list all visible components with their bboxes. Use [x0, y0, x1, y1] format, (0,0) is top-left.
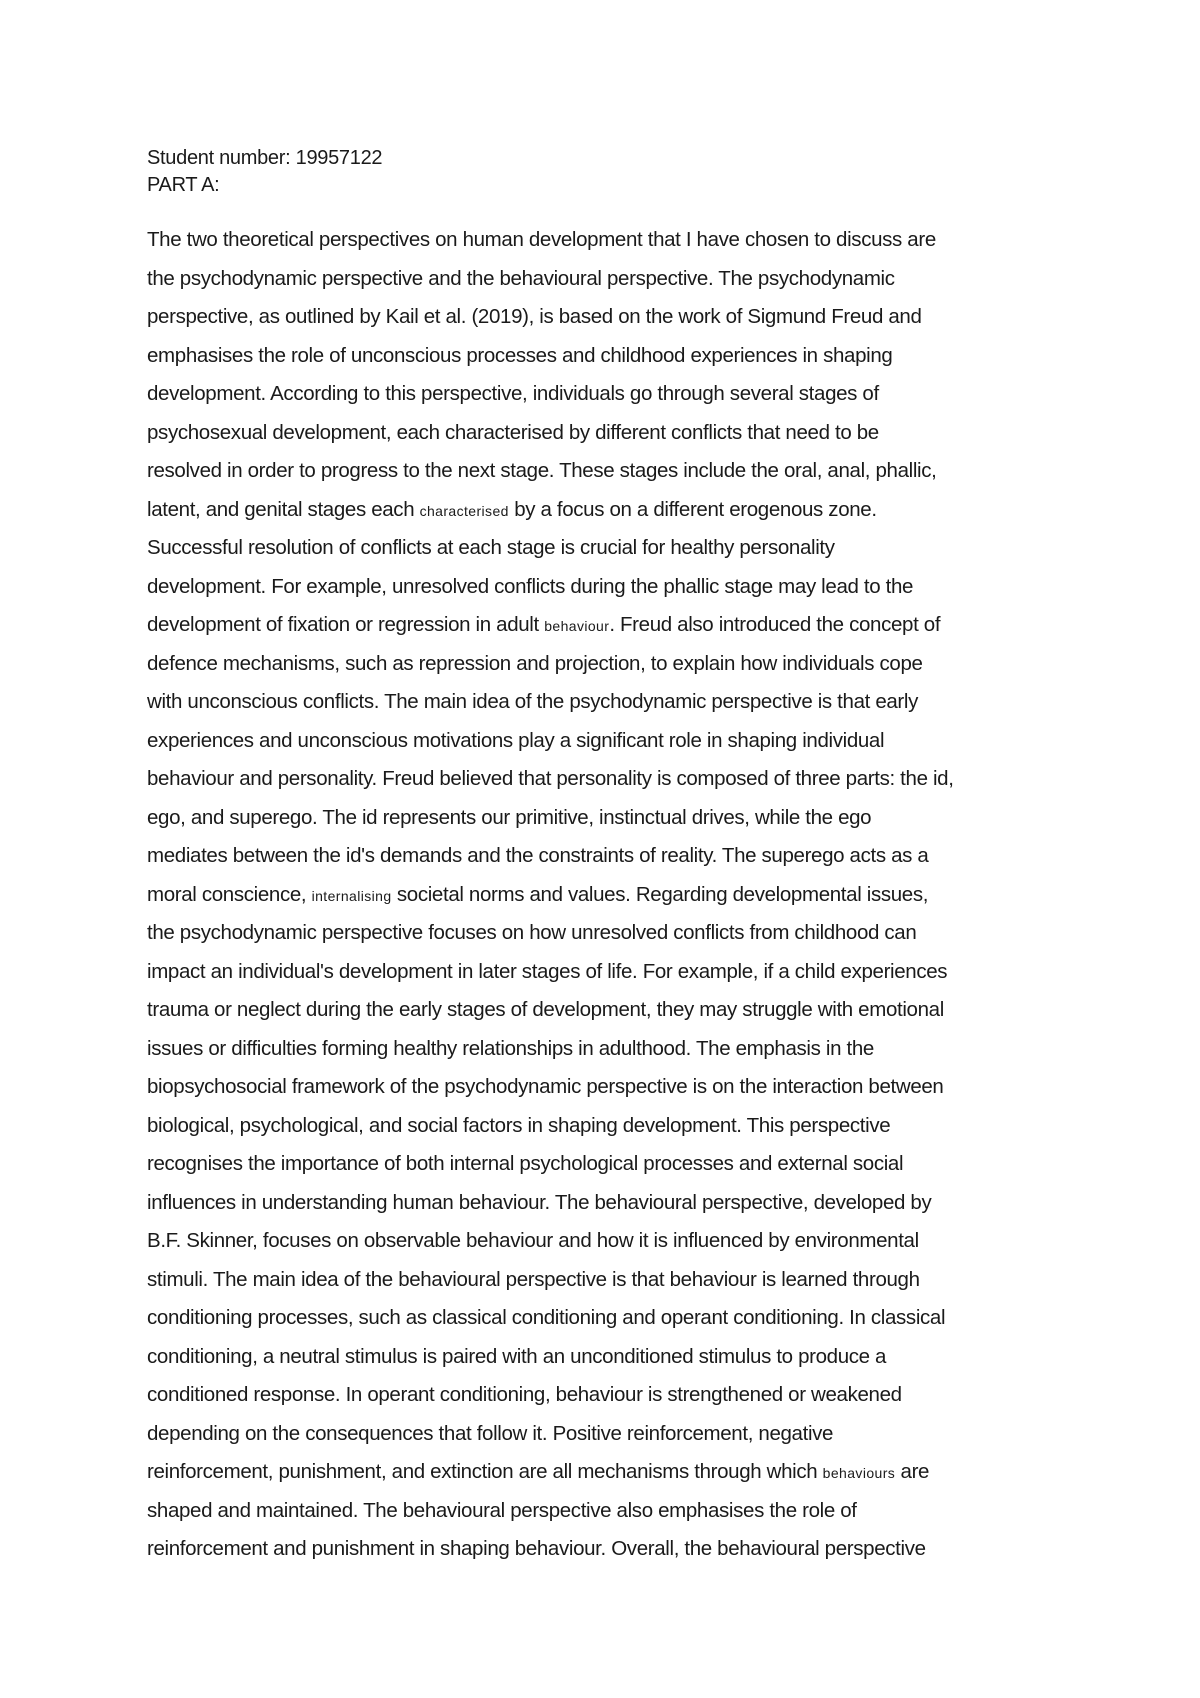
text-line: trauma or neglect during the early stages of development, they may struggle with emotional: [147, 998, 944, 1021]
small-word: characterised: [419, 502, 509, 519]
text-line: stimuli. The main idea of the behavioural perspective is that behaviour is learned through: [147, 1267, 920, 1291]
text-segment: societal norms and values. Regarding developmental issues,: [391, 882, 929, 906]
text-line: the psychodynamic perspective focuses on how unresolved conflicts from childhood can: [147, 921, 917, 944]
text-line: impact an individual's development in later stages of life. For example, if a child experiences: [147, 959, 948, 983]
text-line: development. For example, unresolved conflicts during the phallic stage may lead to the: [147, 574, 914, 598]
text-line: [147, 491, 1067, 530]
part-label: PART A:: [147, 174, 220, 196]
text-line: [147, 876, 1067, 915]
text-line: perspective, as outlined by Kail et al. (2019), is based on the work of Sigmund Freud and: [147, 305, 922, 328]
text-line: the psychodynamic perspective and the behavioural perspective. The psychodynamic: [147, 266, 895, 290]
text-segment: reinforcement, punishment, and extinction are all mechanisms through which: [147, 1460, 823, 1483]
text-line: biological, psychological, and social factors in shaping development. This perspective: [147, 1113, 891, 1137]
text-segment: by a focus on a different erogenous zone.: [508, 497, 877, 521]
essay-body: [147, 221, 1067, 1569]
text-line: B.F. Skinner, focuses on observable behaviour and how it is influenced by environmental: [147, 1229, 919, 1252]
student-number: Student number: 19957122: [147, 147, 383, 169]
text-segment: latent, and genital stages each: [147, 497, 420, 521]
text-line: shaped and maintained. The behavioural perspective also emphasises the role of: [147, 1498, 857, 1522]
text-line: Successful resolution of conflicts at each stage is crucial for healthy personality: [147, 536, 835, 559]
text-segment: development of fixation or regression in adult: [147, 613, 545, 636]
text-line: psychosexual development, each characterised by different conflicts that need to be: [147, 420, 879, 444]
text-line: biopsychosocial framework of the psychodynamic perspective is on the interaction between: [147, 1075, 944, 1098]
text-line: resolved in order to progress to the next stage. These stages include the oral, anal, phallic,: [147, 459, 937, 482]
text-line: issues or difficulties forming healthy relationships in adulthood. The emphasis in the: [147, 1036, 874, 1060]
text-line: influences in understanding human behaviour. The behavioural perspective, developed by: [147, 1190, 932, 1214]
text-line: mediates between the id's demands and the constraints of reality. The superego acts as a: [147, 844, 929, 867]
text-line: defence mechanisms, such as repression and projection, to explain how individuals cope: [147, 651, 923, 675]
text-line: experiences and unconscious motivations play a significant role in shaping individual: [147, 728, 885, 752]
text-line: development. According to this perspective, individuals go through several stages of: [147, 382, 879, 405]
text-line: depending on the consequences that follow it. Positive reinforcement, negative: [147, 1421, 834, 1445]
text-segment: are: [895, 1460, 930, 1483]
text-line: emphasises the role of unconscious processes and childhood experiences in shaping: [147, 343, 893, 367]
text-line: ego, and superego. The id represents our primitive, instinctual drives, while the ego: [147, 805, 872, 829]
document-header: [147, 145, 1067, 199]
text-line: conditioning, a neutral stimulus is paired with an unconditioned stimulus to produce a: [147, 1344, 887, 1368]
text-segment: . Freud also introduced the concept of: [609, 613, 941, 636]
small-word: internalising: [311, 887, 392, 904]
text-line: [147, 606, 1067, 645]
text-line: with unconscious conflicts. The main idea of the psychodynamic perspective is that early: [147, 690, 919, 713]
small-word: behaviours: [822, 1465, 896, 1481]
text-line: The two theoretical perspectives on human development that I have chosen to discuss are: [147, 228, 936, 251]
text-line: [147, 1453, 1067, 1492]
text-segment: moral conscience,: [147, 882, 312, 906]
text-line: conditioned response. In operant conditioning, behaviour is strengthened or weakened: [147, 1383, 902, 1406]
text-line: recognises the importance of both internal psychological processes and external social: [147, 1152, 904, 1175]
text-line: behaviour and personality. Freud believed that personality is composed of three parts: the id,: [147, 767, 954, 790]
text-line: reinforcement and punishment in shaping behaviour. Overall, the behavioural perspective: [147, 1537, 926, 1560]
text-line: conditioning processes, such as classical conditioning and operant conditioning. In classical: [147, 1306, 946, 1329]
small-word: behaviour: [544, 618, 610, 634]
